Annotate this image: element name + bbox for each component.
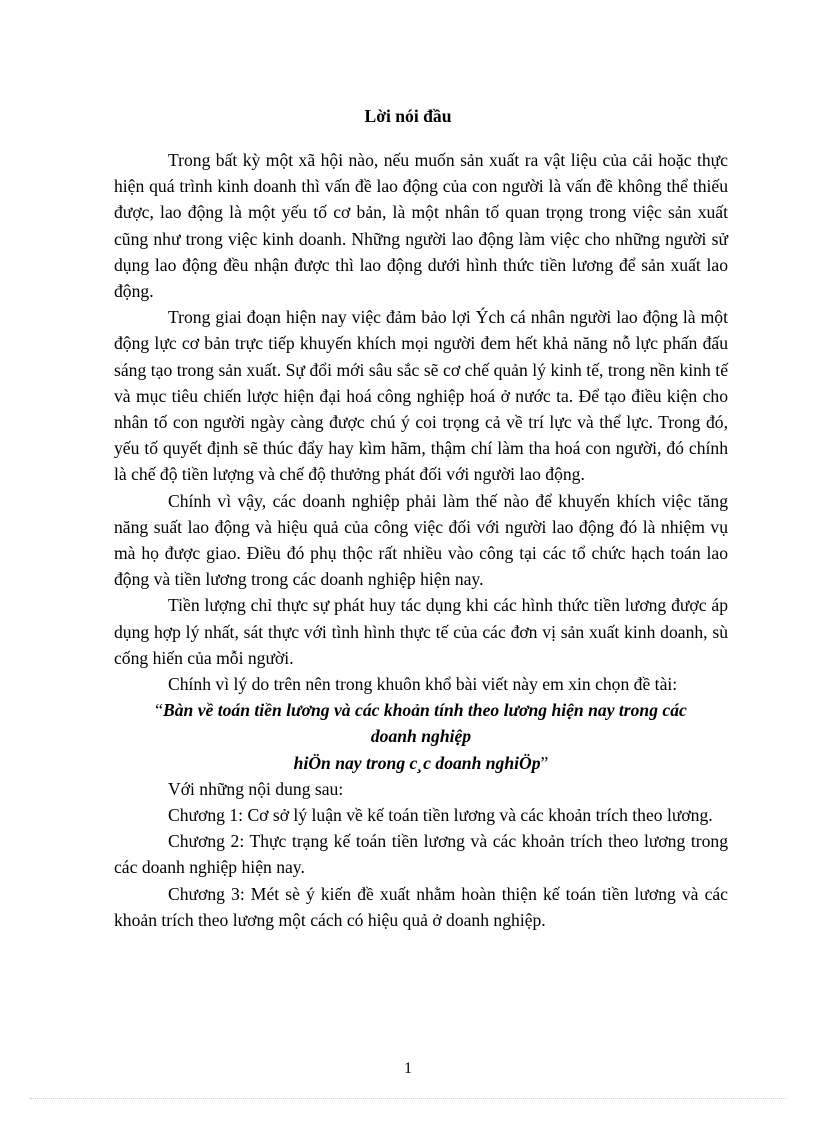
- paragraph-5: Chính vì lý do trên nên trong khuôn khổ bài viết này em xin chọn đề tài:: [168, 674, 678, 695]
- paragraph-3: Chính vì vậy, các doanh nghiệp phải làm thế nào để khuyến khích việc tăng năng suất lao động và hiệu quả của công việc đối với người lao động đó là nhiệm vụ mà họ được giao. Điều đó phụ thộc rất nhiều vào công tại các tổ chức hạch toán lao động và tiền lương trong các doanh nghiệp hiện nay.: [114, 490, 728, 590]
- paragraph-4: Tiền lượng chỉ thực sự phát huy tác dụng khi các hình thức tiền lương được áp dụng hợp lý nhất, sát thực với tình hình thực tế của các đơn vị sản xuất kinh doanh, sù cống hiến của mỗi người.: [114, 595, 728, 668]
- document-body: [114, 147, 728, 933]
- contents-intro: Với những nội dung sau:: [168, 778, 344, 799]
- page-number: 1: [404, 1060, 412, 1077]
- topic-line-3: hiÖn nay trong c¸c doanh nghiÖp: [293, 752, 541, 773]
- page-bottom-divider: [30, 1098, 786, 1099]
- topic-line-2: doanh nghiệp: [370, 726, 472, 747]
- open-quote: “: [155, 700, 163, 721]
- chapter-2: Chương 2: Thực trạng kế toán tiền lương và các khoản trích theo lương trong các doanh nghiệp hiện nay.: [114, 831, 728, 878]
- paragraph-2: Trong giai đoạn hiện nay việc đảm bảo lợi Ých cá nhân người lao động là một động lực cơ bản trực tiếp khuyến khích mọi người đem hết khả năng nỗ lực phấn đấu sáng tạo trong sản xuất. Sự đổi mới sâu sắc sẽ cơ chế quản lý kinh tế, trong nền kinh tế và mục tiêu chiến lược hiện đại hoá công nghiệp hoá ở nước ta. Để tạo điều kiện cho nhân tố con người ngày càng được chú ý coi trọng cả về trí lực và thể lực. Trong đó, yếu tố quyết định sẽ thúc đẩy hay kìm hãm, thậm chí làm tha hoá con người, đó chính là chế độ tiền lượng và chế độ thưởng phát đối với người lao động.: [114, 307, 728, 485]
- close-quote: ”: [540, 752, 549, 773]
- chapter-1: Chương 1: Cơ sở lý luận về kế toán tiền lương và các khoản trích theo lương.: [168, 805, 713, 826]
- page-title: Lời nói đầu: [364, 106, 452, 126]
- chapter-3: Chương 3: Mét sè ý kiến đề xuất nhằm hoàn thiện kế toán tiền lương và các khoản trích theo lương một cách có hiệu quả ở doanh nghiệp.: [114, 883, 728, 930]
- paragraph-1: Trong bất kỳ một xã hội nào, nếu muốn sản xuất ra vật liệu của cải hoặc thực hiện quá trình kinh doanh thì vấn đề lao động của con người là vấn đề không thể thiếu được, lao động là một yếu tố cơ bản, là một nhân tố quan trọng trong việc sản xuất cũng như trong việc kinh doanh. Những người lao động làm việc cho những người sử dụng lao động đều nhận được thì lao động dưới hình thức tiền lương để sản xuất lao động.: [114, 150, 728, 302]
- topic-title: [114, 697, 728, 776]
- topic-line-1: Bàn về toán tiền lương và các khoản tính theo lương hiện nay trong các: [162, 700, 687, 721]
